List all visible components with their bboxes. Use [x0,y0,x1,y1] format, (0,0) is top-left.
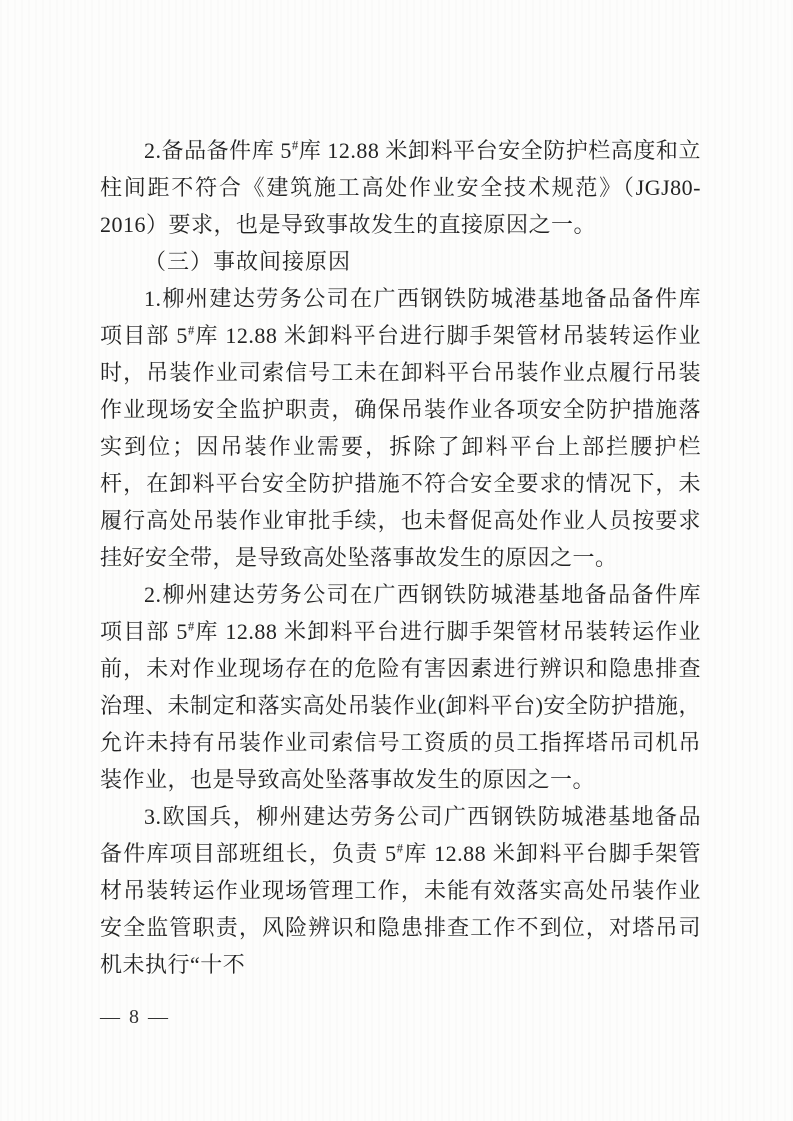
paragraph: 1.柳州建达劳务公司在广西钢铁防城港基地备品备件库项目部 5#库 12.88 米卸料平台进行脚手架管材吊装转运作业时，吊装作业司索信号工未在卸料平台吊装作业点履行吊装作业现场安全监护职责，确保吊装作业各项安全防护措施落实到位；因吊装作业需要，拆除了卸料平台上部拦腰护栏杆，在卸料平台安全防护措施不符合安全要求的情况下，未履行高处吊装作业审批手续，也未督促高处作业人员按要求挂好安全带，是导致高处坠落事故发生的原因之一。 [100,286,701,570]
superscript-hash: # [187,323,195,338]
superscript-hash: # [291,138,299,153]
paragraph: 3.欧国兵，柳州建达劳务公司广西钢铁防城港基地备品备件库项目部班组长，负责 5#库 12.88 米卸料平台脚手架管材吊装转运作业现场管理工作，未能有效落实高处吊装作业安全监管职责，风险辨识和隐患排查工作不到位，对塔吊司机未执行“十不 [100,804,701,977]
section-heading: （三）事故间接原因 [144,249,352,274]
paragraph: 2.备品备件库 5#库 12.88 米卸料平台安全防护栏高度和立柱间距不符合《建筑施工高处作业安全技术规范》（JGJ80-2016）要求，也是导致事故发生的直接原因之一。 [100,138,701,237]
page-number: — 8 — [100,1006,170,1028]
superscript-hash: # [187,619,195,634]
document-body [100,132,701,983]
page-footer [100,1006,170,1029]
superscript-hash: # [396,841,404,856]
paragraph: 2.柳州建达劳务公司在广西钢铁防城港基地备品备件库项目部 5#库 12.88 米卸料平台进行脚手架管材吊装转运作业前，未对作业现场存在的危险有害因素进行辨识和隐患排查治理、未制定和落实高处吊装作业(卸料平台)安全防护措施，允许未持有吊装作业司索信号工资质的员工指挥塔吊司机吊装作业，也是导致高处坠落事故发生的原因之一。 [100,582,701,792]
